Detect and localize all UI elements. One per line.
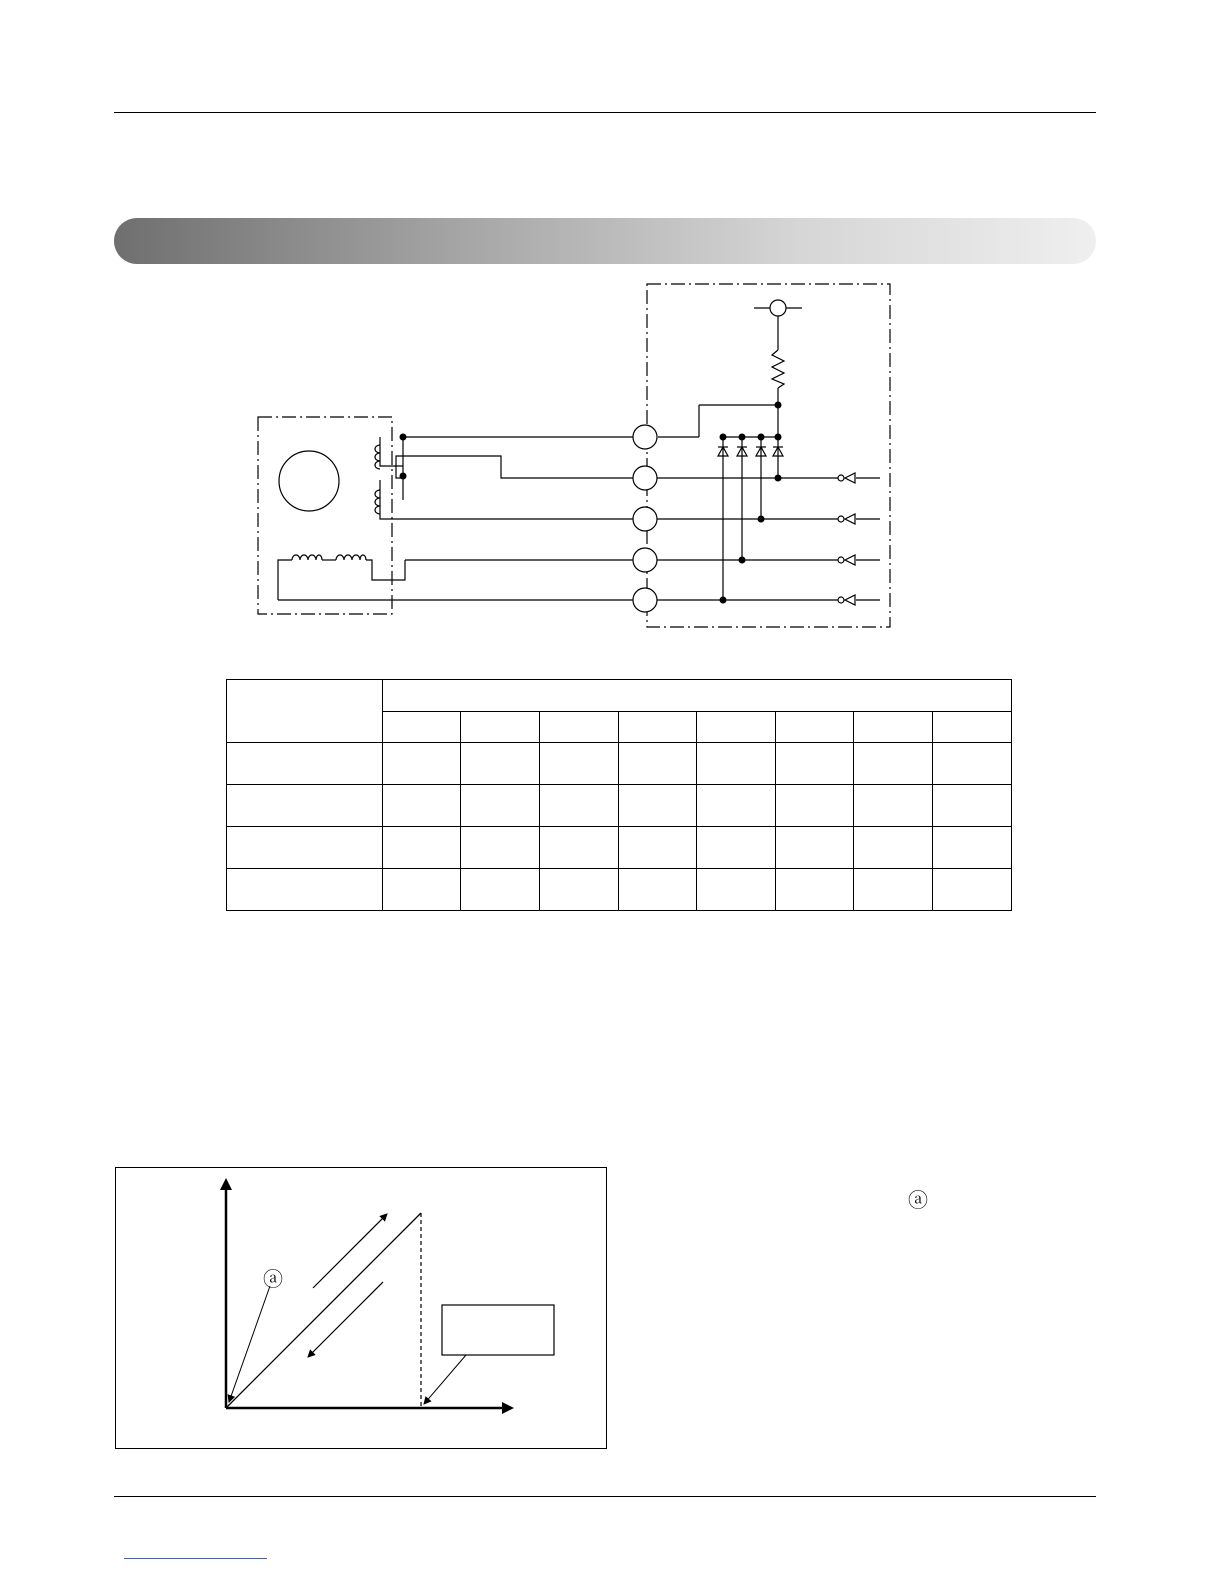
driver-output-1: [838, 473, 855, 483]
motor-drive-circuit-diagram: [0, 0, 1224, 700]
coil-bottom-right: [336, 555, 366, 560]
resistor: [772, 350, 784, 388]
text-marker-a: ⓐ: [908, 1188, 928, 1212]
step-header-cell: [933, 712, 1012, 743]
driver-board-boundary: [647, 284, 890, 627]
footer-rule: [114, 1496, 1096, 1497]
step-header-cell: [383, 712, 461, 743]
supply-terminal: [770, 300, 786, 316]
step-header-cell: [540, 712, 619, 743]
connector-pin-4: [633, 548, 657, 572]
step-header-cell: [461, 712, 540, 743]
table-row: [227, 869, 1012, 911]
driver-output-3: [838, 555, 855, 565]
connector-pin-3: [633, 507, 657, 531]
step-header-cell: [776, 712, 854, 743]
excitation-sequence-table: [226, 679, 1012, 911]
graph-marker-a: ⓐ: [263, 1267, 283, 1291]
footer-link-underline[interactable]: [124, 1558, 267, 1559]
step-header-cell: [619, 712, 697, 743]
table-row: [227, 785, 1012, 827]
connector-pin-2: [633, 466, 657, 490]
coil-upper: [375, 445, 380, 469]
step-header-cell: [697, 712, 776, 743]
table-row: [227, 743, 1012, 785]
rotor-circle: [279, 451, 339, 511]
table-step-header: [383, 680, 1012, 712]
connector-pin-1: [633, 425, 657, 449]
driver-output-2: [838, 514, 855, 524]
table-corner-cell: [227, 680, 383, 743]
driver-output-4: [838, 595, 855, 605]
valve-graph-frame: [115, 1167, 607, 1449]
connector-pin-5: [633, 588, 657, 612]
coil-middle: [375, 490, 380, 514]
coil-bottom-left: [292, 555, 322, 560]
step-header-cell: [854, 712, 933, 743]
table-row: [227, 827, 1012, 869]
